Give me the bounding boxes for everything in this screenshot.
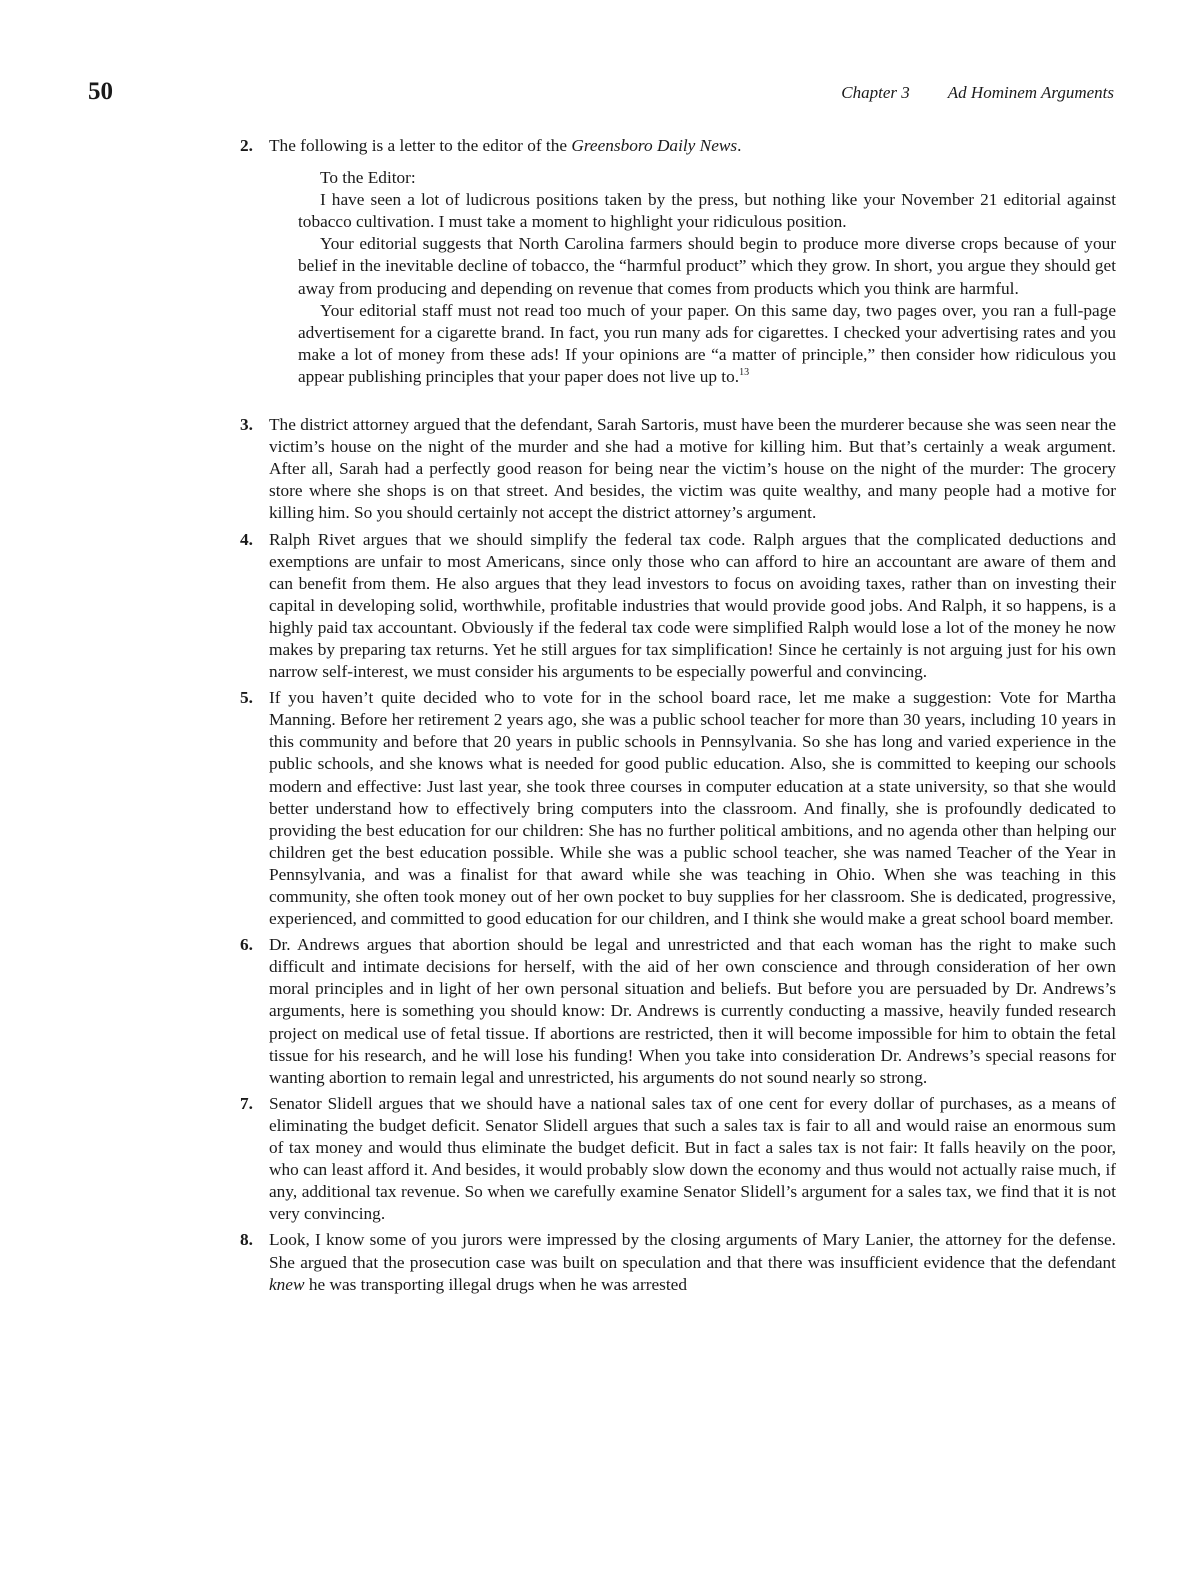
item-text: he was transporting illegal drugs when he was arrested	[308, 1274, 687, 1294]
item-text: Senator Slidell argues that we should have a national sales tax of one cent for every dollar of purchases, as a means of eliminating the budget deficit. Senator Slidell argues that such a sales tax is fair to all and would raise an enormous sum of tax money and would thus eliminate the budget deficit. But in fact a sales tax is not fair: It falls heavily on the poor, who can least afford it. And besides, it would probably slow down the economy and thus would not actually raise much, if any, additional tax revenue. So when we carefully examine Senator Slidell’s argument for a sales tax, we find that it is not very convincing.	[269, 1093, 1116, 1224]
item-number: 5.	[240, 688, 253, 708]
letter-paragraph: I have seen a lot of ludicrous positions taken by the press, but nothing like your November 21 editorial against tobacco cultivation. I must take a moment to highlight your ridiculous position.	[298, 190, 1116, 232]
exercise-item-8	[240, 1229, 1116, 1295]
item-number: 6.	[240, 935, 253, 955]
page-number: 50	[88, 78, 113, 105]
item-text: Look, I know some of you jurors were impressed by the closing arguments of Mary Lanier, the attorney for the defense. She argued that the prosecution case was built on speculation and that there was insufficient evidence that the defendant	[269, 1230, 1116, 1272]
item-number: 8.	[240, 1230, 253, 1250]
footnote-marker: 13	[739, 367, 750, 379]
item-text: Ralph Rivet argues that we should simplify the federal tax code. Ralph argues that the complicated deductions and exemptions are unfair to most Americans, since only those who can afford to hire an accountant are aware of them and can benefit from them. He also argues that they lead investors to focus on avoiding taxes, rather than on investing their capital in developing solid, worthwhile, profitable industries that would provide good jobs. And Ralph, it so happens, is a highly paid tax accountant. Obviously if the federal tax code were simplified Ralph would lose a lot of the money he now makes by preparing tax returns. Yet he still argues for tax simplification! Since he certainly is not arguing just for his own narrow self-interest, we must consider his arguments to be especially powerful and convincing.	[269, 529, 1116, 682]
chapter-label: Chapter 3	[841, 83, 910, 102]
item-text: Dr. Andrews argues that abortion should be legal and unrestricted and that each woman has the right to make such difficult and intimate decisions for herself, with the aid of her own conscience and through consideration of her own moral principles and in light of her own personal situation and beliefs. But before you are persuaded by Dr. Andrews’s arguments, here is something you should know: Dr. Andrews is currently conducting a massive, heavily funded research project on medical use of fetal tissue. If abortions are restricted, then it will become impossible for him to obtain the fetal tissue for his research, and he will lose his funding! When you take into consideration Dr. Andrews’s special reasons for wanting abortion to remain legal and unrestricted, his arguments do not sound nearly so strong.	[269, 935, 1116, 1087]
exercise-item-7	[240, 1093, 1116, 1226]
exercise-item-2: 2. The following is a letter to the editor of the Greensboro Daily News. To the Editor: I have seen a lot of ludicrous positions taken by the press, but nothing like your November 21 editorial against tobacco cultivation. I must take a moment to highlight your ridiculous position. Your editorial suggests that North Carolina farmers should begin to produce more diverse crops because of your belief in the inevitable decline of tobacco, the “harmful product” which they grow. In short, you argue they should get away from producing and depending on revenue that comes from products which you think are harmful. Your editorial staff must not read too much of your paper. On this same day, two pages over, you ran a full-page advertisement for a cigarette brand. In fact, you run many ads for cigarettes. I checked your advertising rates and you make a lot of money from these ads! If your opinions are “a matter of principle,” then consider how ridiculous you appear publishing principles that your paper does not live up to.$^{13}$	[240, 135, 1116, 388]
emphasis: knew	[269, 1274, 305, 1294]
exercise-item-4	[240, 529, 1116, 684]
newspaper-name: Greensboro Daily News	[571, 136, 738, 155]
page-header	[88, 78, 1114, 108]
item-number: 2.	[240, 136, 253, 155]
exercise-item-3	[240, 414, 1116, 524]
exercise-item-5	[240, 687, 1116, 930]
item-number: 7.	[240, 1093, 253, 1113]
item-text: If you haven’t quite decided who to vote for in the school board race, let me make a suggestion: Vote for Martha Manning. Before her retirement 2 years ago, she was a public school teacher for more than 30 years, including 10 years in this community and before that 20 years in public schools in Pennsylvania. So she has long and varied experience in the public schools, and she knows what is needed for good public education. Also, she is committed to keeping our schools modern and effective: Just last year, she took three courses in computer education at a state university, so that she would better understand how to effectively bring computers into the classroom. And finally, she is profoundly dedicated to providing the best education for our children: She has no further political ambitions, and no agenda other than helping our children get the best education possible. While she was a public school teacher, she was named Teacher of the Year in Pennsylvania, and was a finalist for that award while she was teaching in Ohio. When she was teaching in this community, she often took money out of her own pocket to buy supplies for her classroom. She is dedicated, progressive, experienced, and committed to good education for our children, and I think she would make a great school board member.	[269, 688, 1116, 929]
letter-to-editor	[298, 167, 1116, 388]
item-text: The district attorney argued that the defendant, Sarah Sartoris, must have been the murderer because she was seen near the victim’s house on the night of the murder and she had a motive for killing him. But that’s certainly a weak argument. After all, Sarah had a perfectly good reason for being near the victim’s house on the night of the murder: The grocery store where she shops is on that street. And besides, the victim was quite wealthy, and many people had a motive for killing him. So you should certainly not accept the district attorney’s argument.	[269, 415, 1116, 523]
chapter-title: Ad Hominem Arguments	[947, 83, 1114, 102]
letter-salutation: To the Editor:	[320, 168, 416, 188]
item-number: 4.	[240, 529, 253, 549]
exercise-item-6	[240, 934, 1116, 1089]
page-content	[240, 135, 1116, 1300]
item-number: 3.	[240, 415, 253, 435]
item-intro: The following is a letter to the editor of the	[269, 136, 568, 155]
running-head	[841, 83, 1114, 103]
letter-paragraph: Your editorial staff must not read too much of your paper. On this same day, two pages over, you ran a full-page advertisement for a cigarette brand. In fact, you run many ads for cigarettes. I checked your advertising rates and you make a lot of money from these ads! If your opinions are “a matter of principle,” then consider how ridiculous you appear publishing principles that your paper does not live up to.$^{13}$	[298, 300, 1116, 386]
letter-paragraph: Your editorial suggests that North Carolina farmers should begin to produce more diverse crops because of your belief in the inevitable decline of tobacco, the “harmful product” which they grow. In short, you argue they should get away from producing and depending on revenue that comes from products which you think are harmful.	[298, 234, 1116, 298]
